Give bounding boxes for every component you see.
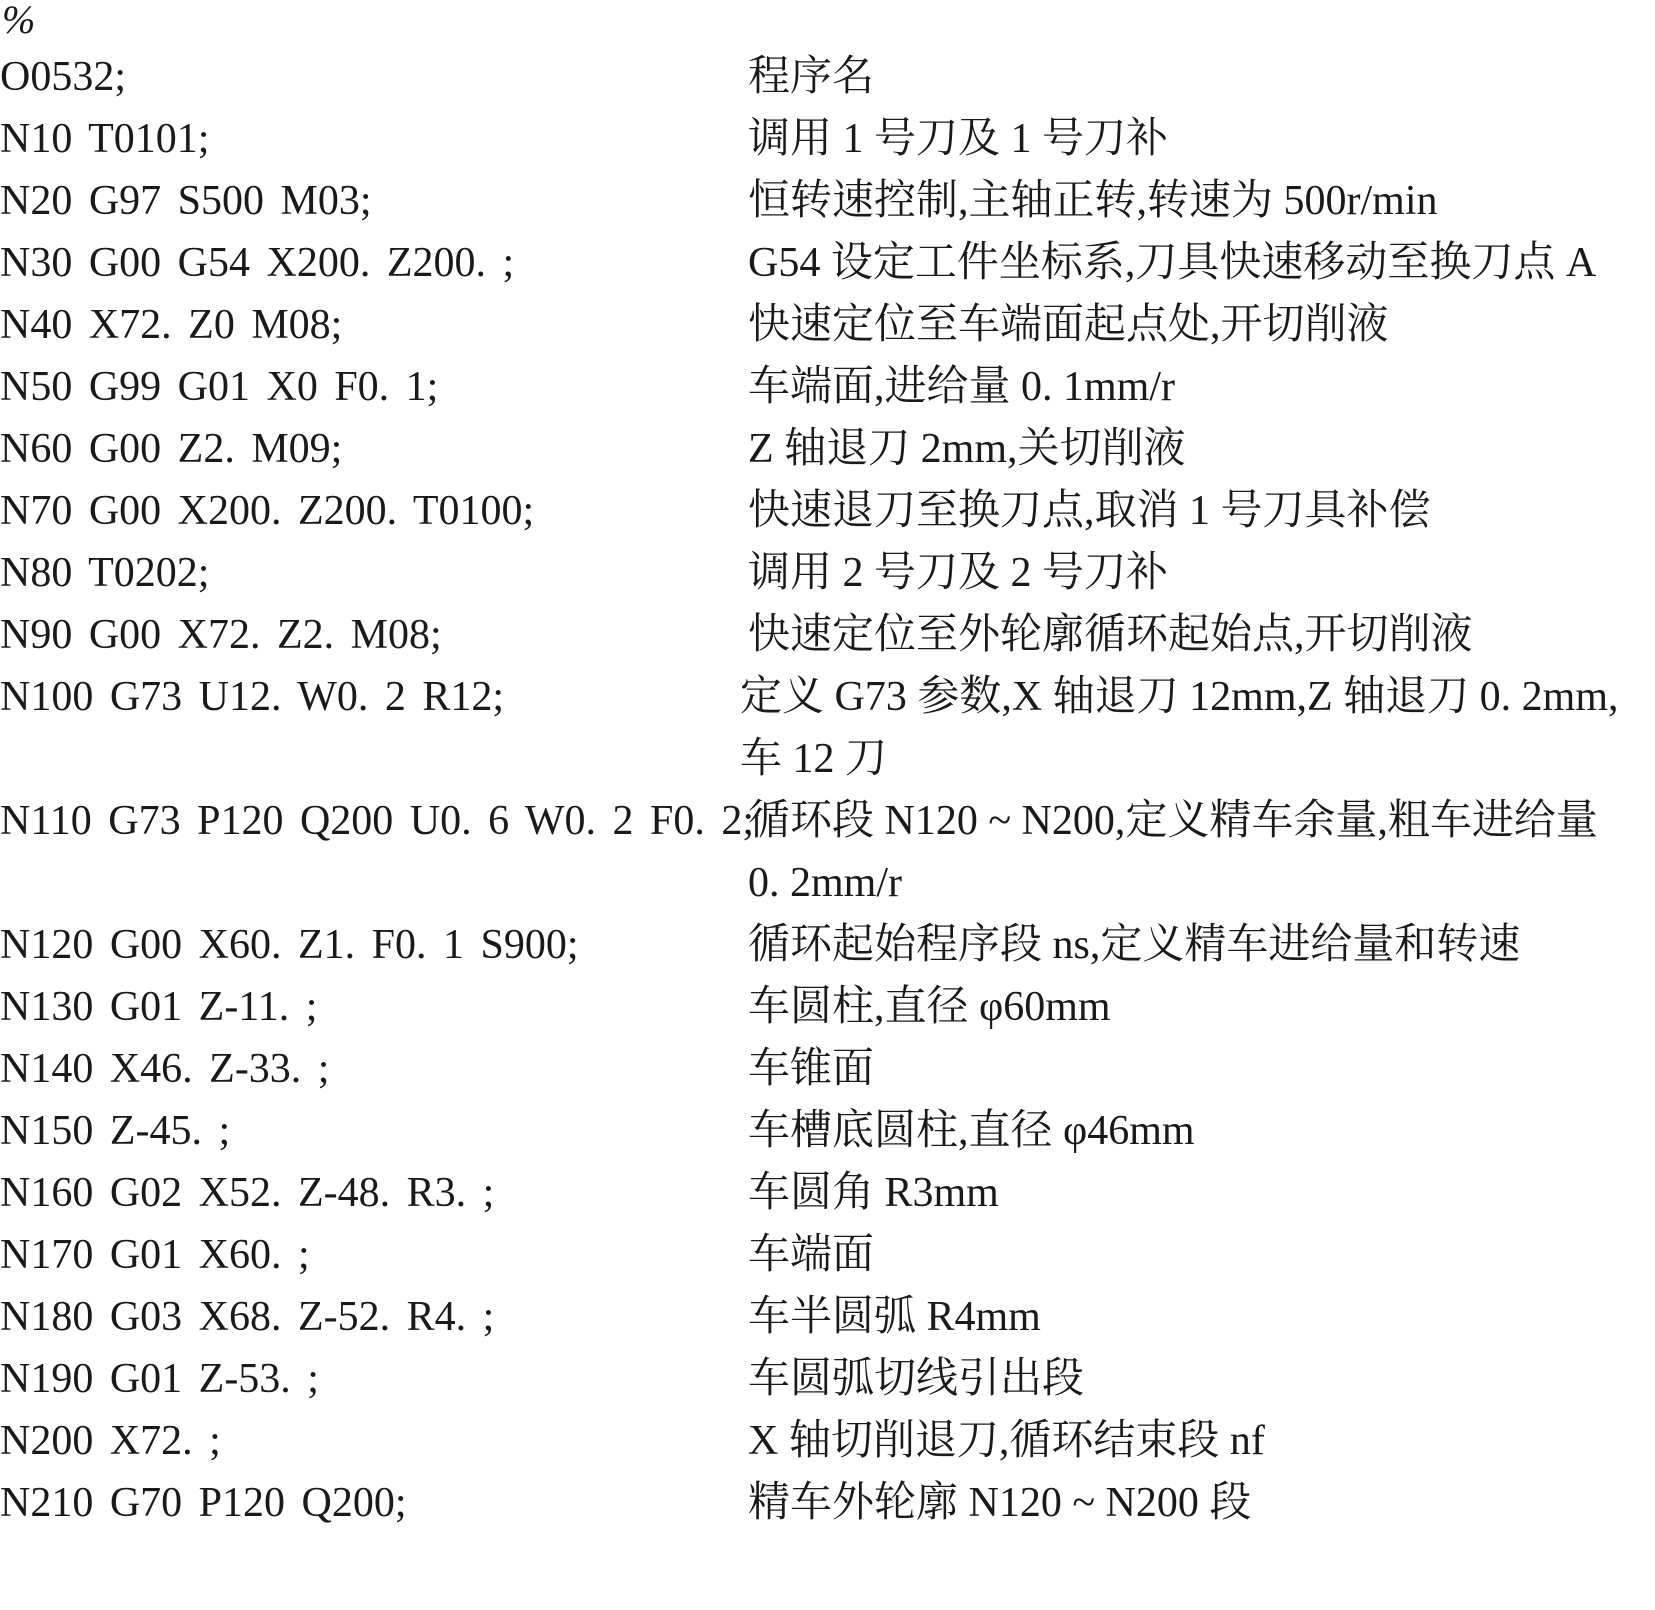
comment-text: 循环段 N120 ~ N200,定义精车余量,粗车进给量 — [748, 798, 1598, 844]
program-line — [0, 1408, 1655, 1474]
code-text: N170 G01 X60. ; — [0, 1232, 310, 1278]
code-text: N100 G73 U12. W0. 2 R12; — [0, 674, 505, 720]
program-line — [0, 478, 1655, 544]
program-line — [0, 106, 1655, 172]
code-text: N210 G70 P120 Q200; — [0, 1480, 407, 1526]
code-text: N30 G00 G54 X200. Z200. ; — [0, 240, 515, 286]
comment-text: 车端面,进给量 0. 1mm/r — [748, 364, 1175, 410]
program-line — [0, 1222, 1655, 1288]
code-text: N120 G00 X60. Z1. F0. 1 S900; — [0, 922, 579, 968]
code-text: N10 T0101; — [0, 116, 210, 162]
program-line — [0, 354, 1655, 420]
percent-header: % — [2, 0, 36, 42]
comment-text: 调用 2 号刀及 2 号刀补 — [748, 550, 1169, 596]
program-line — [0, 1098, 1655, 1164]
program-line-continuation — [0, 726, 1655, 792]
comment-text: 车半圆弧 R4mm — [748, 1294, 1041, 1340]
code-text: N160 G02 X52. Z-48. R3. ; — [0, 1170, 495, 1216]
code-text: N200 X72. ; — [0, 1418, 221, 1464]
program-line — [0, 1284, 1655, 1350]
comment-text: 快速定位至车端面起点处,开切削液 — [748, 302, 1389, 348]
code-text: N180 G03 X68. Z-52. R4. ; — [0, 1294, 495, 1340]
program-line — [0, 540, 1655, 606]
program-line — [0, 1470, 1655, 1536]
program-line — [0, 1036, 1655, 1102]
comment-text: 车 12 刀 — [740, 736, 888, 782]
program-line — [0, 168, 1655, 234]
program-line-continuation — [0, 850, 1655, 916]
comment-text: 车圆柱,直径 φ60mm — [748, 984, 1111, 1030]
program-line — [0, 44, 1655, 110]
code-text: N70 G00 X200. Z200. T0100; — [0, 488, 535, 534]
code-text: N130 G01 Z-11. ; — [0, 984, 318, 1030]
comment-text: 程序名 — [748, 54, 875, 100]
comment-text: G54 设定工件坐标系,刀具快速移动至换刀点 A — [748, 240, 1597, 286]
comment-text: X 轴切削退刀,循环结束段 nf — [748, 1418, 1265, 1464]
program-line — [0, 912, 1655, 978]
comment-text: 车槽底圆柱,直径 φ46mm — [748, 1108, 1195, 1154]
program-line — [0, 230, 1655, 296]
comment-text: 精车外轮廓 N120 ~ N200 段 — [748, 1480, 1252, 1526]
code-text: N40 X72. Z0 M08; — [0, 302, 343, 348]
code-text: N150 Z-45. ; — [0, 1108, 231, 1154]
comment-text: 定义 G73 参数,X 轴退刀 12mm,Z 轴退刀 0. 2mm, — [740, 674, 1619, 720]
code-text: N20 G97 S500 M03; — [0, 178, 372, 224]
comment-text: 0. 2mm/r — [748, 860, 902, 906]
program-line — [0, 416, 1655, 482]
program-line — [0, 1160, 1655, 1226]
program-line — [0, 292, 1655, 358]
comment-text: 快速退刀至换刀点,取消 1 号刀具补偿 — [748, 488, 1431, 534]
code-text: N90 G00 X72. Z2. M08; — [0, 612, 442, 658]
program-line — [0, 1346, 1655, 1412]
code-text: N60 G00 Z2. M09; — [0, 426, 343, 472]
comment-text: 车锥面 — [748, 1046, 875, 1092]
code-text: N110 G73 P120 Q200 U0. 6 W0. 2 F0. 2; — [0, 798, 755, 844]
program-line — [0, 602, 1655, 668]
code-text: N140 X46. Z-33. ; — [0, 1046, 330, 1092]
comment-text: 快速定位至外轮廓循环起始点,开切削液 — [748, 612, 1473, 658]
code-text: O0532; — [0, 54, 126, 100]
program-line — [0, 974, 1655, 1040]
code-text: N50 G99 G01 X0 F0. 1; — [0, 364, 439, 410]
code-text: N80 T0202; — [0, 550, 210, 596]
comment-text: 调用 1 号刀及 1 号刀补 — [748, 116, 1169, 162]
program-line — [0, 788, 1655, 854]
comment-text: Z 轴退刀 2mm,关切削液 — [748, 426, 1186, 472]
program-line — [0, 664, 1655, 730]
comment-text: 车圆弧切线引出段 — [748, 1356, 1085, 1402]
comment-text: 恒转速控制,主轴正转,转速为 500r/min — [748, 178, 1438, 224]
comment-text: 车圆角 R3mm — [748, 1170, 999, 1216]
code-text: N190 G01 Z-53. ; — [0, 1356, 319, 1402]
comment-text: 车端面 — [748, 1232, 875, 1278]
comment-text: 循环起始程序段 ns,定义精车进给量和转速 — [748, 922, 1521, 968]
